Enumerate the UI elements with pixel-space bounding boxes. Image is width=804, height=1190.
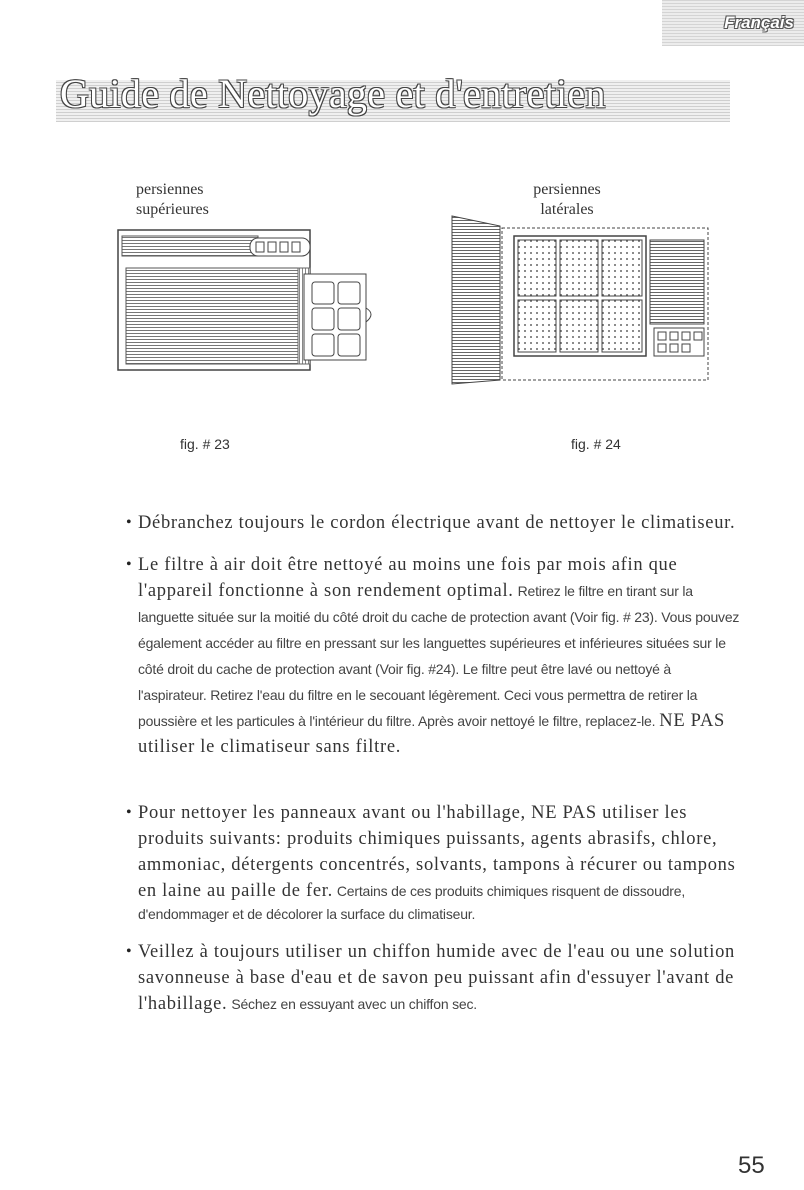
fig24-illustration bbox=[450, 208, 712, 386]
side-louvers bbox=[650, 240, 704, 324]
filter-sections bbox=[518, 240, 642, 352]
page-number: 55 bbox=[738, 1152, 765, 1179]
list-item bbox=[120, 800, 740, 925]
open-front-panel bbox=[452, 216, 500, 384]
list-item bbox=[120, 939, 740, 1017]
fig23-caption-line1: persiennes bbox=[136, 181, 204, 198]
bullet-2-detail: Retirez le filtre en tirant sur la languette située sur la moitié du côté droit du cache de protection avant (Voir fig. # 23). Vous pouvez également accéder au filtre en pressant sur les languettes supérieures et inférieures situées sur le côté droit du cache de protection avant (Voir fig. #24). Le filtre peut être lavé ou nettoyé à l'aspirateur. Retirez l'eau du filtre en le secouant légèrement. Ceci vous permettra de retirer la poussière et les particules à l'intérieur du filtre. Après avoir nettoyé le filtre, replacez-le. bbox=[138, 583, 740, 729]
top-louvers bbox=[122, 236, 258, 256]
list-item bbox=[120, 552, 740, 760]
fig23-label: fig. # 23 bbox=[180, 436, 230, 452]
list-item bbox=[120, 510, 740, 536]
fig24-caption-line2: latérales bbox=[540, 201, 594, 218]
filter-tab bbox=[366, 308, 371, 322]
fig23-illustration bbox=[116, 228, 380, 380]
instructions-list bbox=[120, 510, 740, 1017]
language-label: Français bbox=[724, 13, 794, 32]
bullet-4-detail: Séchez en essuyant avec un chiffon sec. bbox=[231, 996, 477, 1012]
bullet-3-detail: Certains de ces produits chimiques risquent de dissoudre, d'endommager et de décolorer la surface du climatiseur. bbox=[138, 883, 686, 922]
fig23-caption-line2: supérieures bbox=[136, 201, 209, 218]
language-tab bbox=[662, 0, 804, 46]
fig24-label: fig. # 24 bbox=[571, 436, 621, 452]
page-title: Guide de Nettoyage et d'entretien bbox=[60, 71, 606, 116]
fig23-caption bbox=[136, 180, 209, 220]
bullet-1-text: Débranchez toujours le cordon électrique avant de nettoyer le climatiseur. bbox=[138, 513, 736, 533]
front-grille bbox=[126, 268, 298, 364]
bullet-2-text: Le filtre à air doit être nettoyé au moins une fois par mois afin que l'appareil fonctionne à son rendement optimal. bbox=[138, 555, 678, 601]
bullet-4-text: Veillez à toujours utiliser un chiffon humide avec de l'eau ou une solution savonneuse à base d'eau et de savon peu puissant afin d'essuyer l'avant de l'habillage. bbox=[138, 942, 735, 1014]
bullet-3-text: Pour nettoyer les panneaux avant ou l'habillage, NE PAS utiliser les produits suivants: produits chimiques puissants, agents abrasifs, chlore, ammoniac, détergents concentrés, solvants, tampons à récurer ou tampons en laine au paille de fer. bbox=[138, 803, 736, 901]
fig24-caption-line1: persiennes bbox=[533, 181, 601, 198]
bullet-2-warning: NE PAS utiliser le climatiseur sans filtre. bbox=[138, 711, 726, 757]
